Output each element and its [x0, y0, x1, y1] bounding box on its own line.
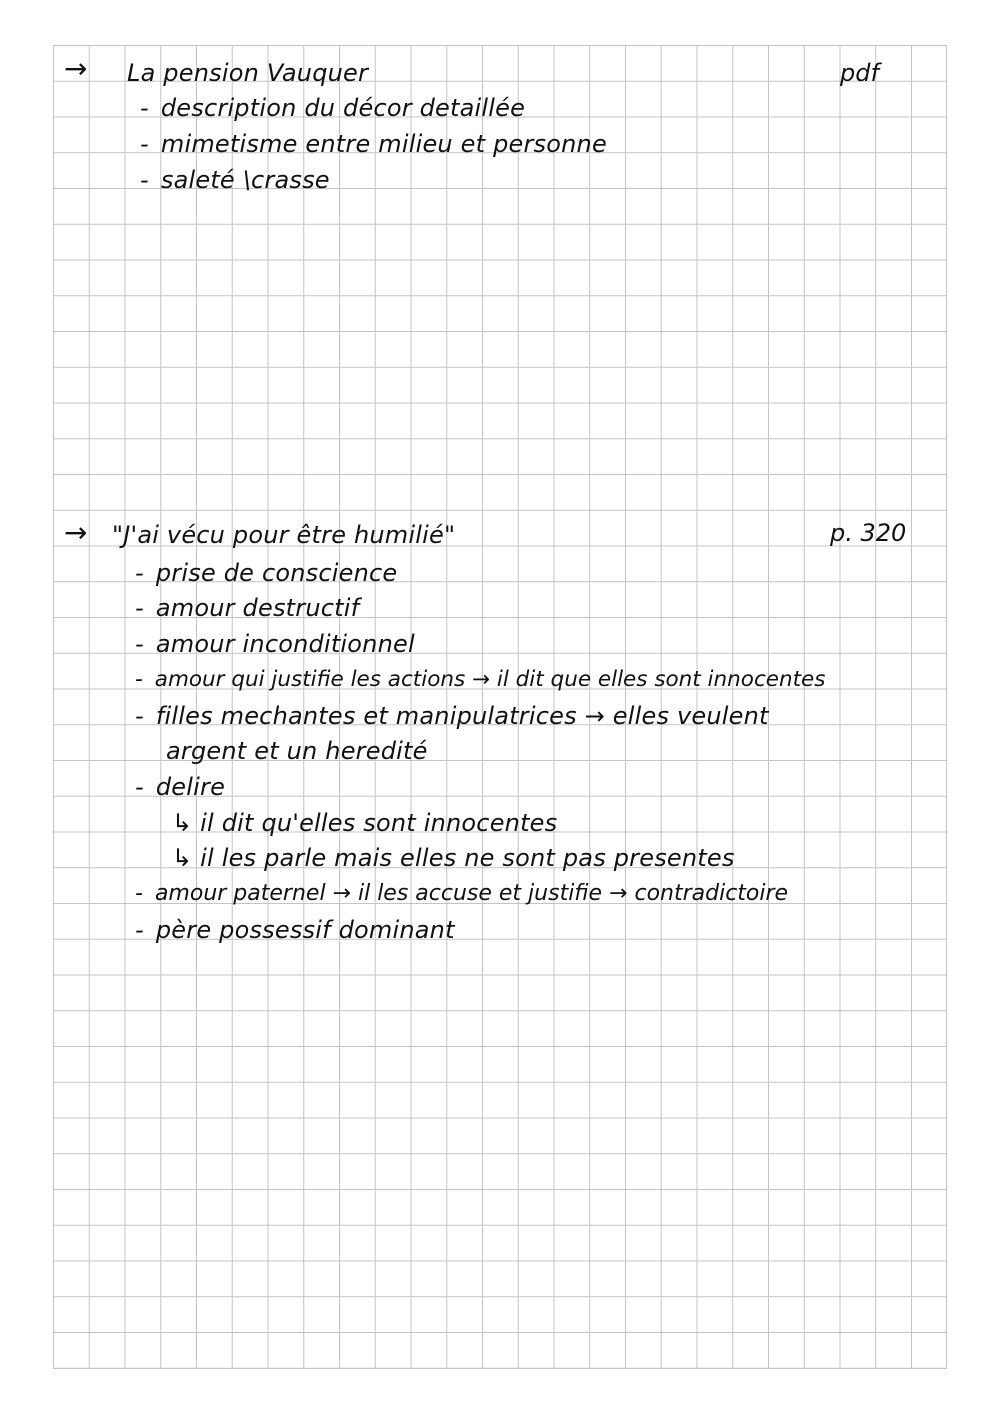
list-item-text: amour destructif [155, 594, 360, 622]
list-item [140, 129, 607, 159]
list-item [140, 93, 525, 123]
dash: - [140, 94, 149, 122]
section-title: "J'ai vécu pour être humilié" [112, 521, 456, 549]
sub-item: ↳ il les parle mais elles ne sont pas presentes [172, 844, 735, 872]
dash: - [135, 773, 144, 801]
dash: - [140, 166, 149, 194]
list-item [135, 879, 788, 909]
list-item-text: père possessif dominant [155, 916, 455, 944]
list-item-text: filles mechantes et manipulatrices → elles veulent [155, 702, 769, 730]
dash: - [135, 630, 144, 658]
section-title: La pension Vauquer [127, 59, 369, 87]
list-item-text: description du décor detaillée [160, 94, 526, 122]
list-item [135, 558, 397, 588]
list-item-text: delire [155, 773, 226, 801]
list-item [135, 915, 455, 945]
list-item-text: prise de conscience [155, 559, 398, 587]
dash: - [135, 881, 143, 906]
dash: - [135, 916, 144, 944]
source-reference: pdf [840, 59, 879, 87]
dash: - [135, 559, 144, 587]
dash: - [135, 594, 144, 622]
list-item [140, 165, 330, 195]
list-item-text: amour inconditionnel [155, 630, 415, 658]
arrow-icon: → [64, 52, 88, 85]
list-item-text: mimetisme entre milieu et personne [160, 130, 607, 158]
list-item [135, 629, 415, 659]
list-item [135, 665, 825, 695]
list-item-text: amour qui justifie les actions → il dit que elles sont innocentes [154, 667, 826, 692]
dash: - [135, 702, 144, 730]
list-item [135, 593, 359, 623]
list-item-text: amour paternel → il les accuse et justifie → contradictoire [154, 881, 789, 906]
dash: - [135, 667, 143, 692]
arrow-icon: → [64, 516, 88, 549]
list-item-continuation: argent et un heredité [166, 737, 428, 765]
sub-item: ↳ il dit qu'elles sont innocentes [172, 809, 558, 837]
list-item [135, 772, 225, 802]
list-item-text: saleté \crasse [160, 166, 330, 194]
dash: - [140, 130, 149, 158]
list-item [135, 701, 769, 731]
page-reference: p. 320 [830, 519, 907, 547]
